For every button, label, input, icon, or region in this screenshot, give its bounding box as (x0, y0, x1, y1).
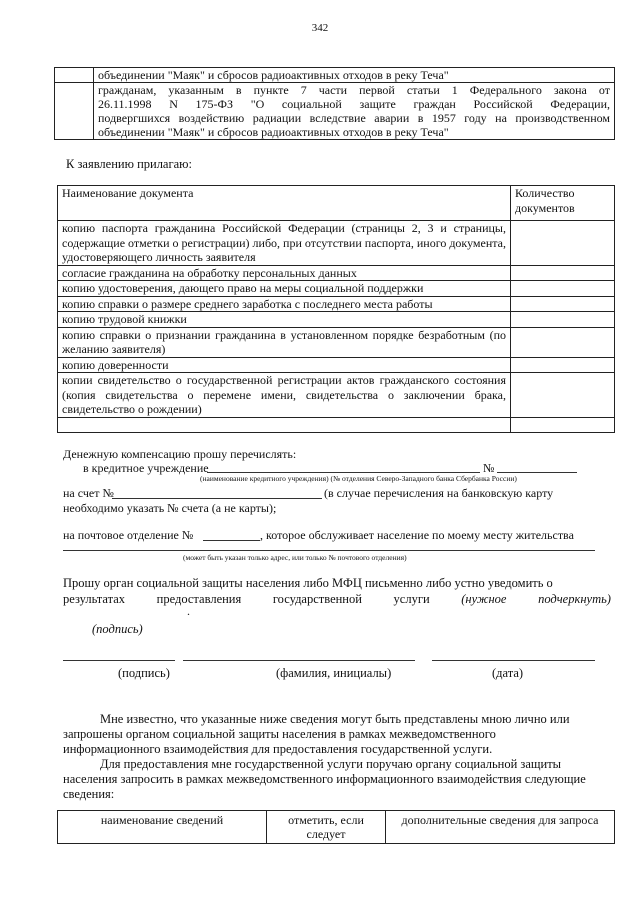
account-note-2: необходимо указать № счета (а не карты); (63, 501, 277, 515)
branch-number-field[interactable] (497, 472, 577, 473)
notify-signature-label: (подпись) (92, 622, 143, 636)
request-table (57, 810, 615, 844)
info-p2-line2: населения запросить в рамках межведомственного информационного взаимодействия следующие (63, 772, 586, 786)
table-row: копию удостоверения, дающего право на меры социальной поддержки (58, 281, 615, 297)
number-sign: № (483, 461, 495, 475)
info-p2-line1: Для предоставления мне государственной услуги поручаю органу социальной защиты (100, 757, 562, 771)
table-row (55, 68, 615, 83)
table-cell: гражданам, указанным в пункте 7 части первой статьи 1 Федерального закона от 26.11.1998 N 175-ФЗ "О социальной защите граждан Российской Федерации, подвергшихся воздействию радиации вследствие аварии в 1957 году на производственном объединении "Маяк" и сбросов радиоактивных отходов в реку Теча" (94, 83, 615, 140)
account-label: на счет № (63, 486, 114, 500)
name-caption: (фамилия, инициалы) (276, 666, 392, 680)
date-field[interactable] (432, 660, 595, 661)
table-row: копию доверенности (58, 357, 615, 373)
post-tail: , которое обслуживает население по моему месту жительства (260, 528, 574, 542)
name-field[interactable] (183, 660, 415, 661)
qty-cell[interactable] (511, 312, 615, 328)
info-p2-line3: сведения: (63, 787, 115, 801)
post-hint: (может быть указан только адрес, или только № почтового отделения) (183, 553, 407, 562)
account-note: (в случае перечисления на банковскую карту (324, 486, 554, 500)
post-office-field[interactable] (203, 540, 260, 541)
info-p1-line2: запрошены органом социальной защиты населения в рамках межведомственного (63, 727, 496, 741)
documents-table (57, 185, 615, 433)
table-header-row (58, 811, 615, 844)
header-additional: дополнительные сведения для запроса (386, 811, 615, 844)
qty-cell[interactable] (511, 373, 615, 418)
notify-line1: Прошу орган социальной защиты населения либо МФЦ письменно либо устно уведомить о (63, 576, 553, 590)
header-info-name: наименование сведений (58, 811, 267, 844)
top-continuation-table (54, 67, 615, 140)
header-name: Наименование документа (58, 186, 511, 221)
table-row: копию трудовой книжки (58, 312, 615, 328)
table-row: копию паспорта гражданина Российской Федерации (страницы 2, 3 и страницы, содержащие отметки о регистрации) либо, при отсутствии паспорта, иного документа, удостоверяющего личность заявителя (58, 221, 615, 266)
table-row: копию справки о признании гражданина в установленном порядке безработным (по желанию заявителя) (58, 327, 615, 357)
notify-dot: . (187, 604, 190, 618)
credit-label: в кредитное учреждение (83, 461, 209, 475)
signature-field[interactable] (63, 660, 175, 661)
table-row: согласие гражданина на обработку персональных данных (58, 265, 615, 281)
page-number: 342 (311, 22, 329, 34)
table-cell: объединении "Маяк" и сбросов радиоактивных отходов в реку Теча" (94, 68, 615, 83)
table-row (55, 83, 615, 140)
info-p1-line3: информационного взаимодействия для предоставления государственной услуги. (63, 742, 493, 756)
header-mark: отметить, если следует (267, 811, 386, 844)
table-header-row (58, 186, 615, 221)
qty-cell[interactable] (511, 417, 615, 432)
credit-institution-field[interactable] (207, 472, 480, 473)
date-caption: (дата) (492, 666, 524, 680)
header-qty: Количество документов (511, 186, 615, 221)
signature-caption: (подпись) (118, 666, 170, 680)
credit-hint: (наименование кредитного учреждения) (№ отделения Северо-Западного банка Сбербанка России) (200, 474, 517, 483)
qty-cell[interactable] (511, 327, 615, 357)
compensation-title: Денежную компенсацию прошу перечислять: (63, 447, 297, 461)
post-label: на почтовое отделение № (63, 528, 194, 542)
table-row: копии свидетельство о государственной регистрации актов гражданского состояния (копия свидетельства о перемене имени, свидетельства о заключении брака, свидетельство о рождении) (58, 373, 615, 418)
attach-label: К заявлению прилагаю: (66, 157, 192, 171)
qty-cell[interactable] (511, 296, 615, 312)
table-row (58, 417, 615, 432)
qty-cell[interactable] (511, 221, 615, 266)
qty-cell[interactable] (511, 357, 615, 373)
post-address-field[interactable] (63, 550, 595, 551)
table-row: копию справки о размере среднего заработка с последнего места работы (58, 296, 615, 312)
account-number-field[interactable] (112, 498, 322, 499)
qty-cell[interactable] (511, 265, 615, 281)
info-p1-line1: Мне известно, что указанные ниже сведения могут быть представлены мною лично или (100, 712, 570, 726)
qty-cell[interactable] (511, 281, 615, 297)
notify-line2: результатах предоставления государственной услуги (нужное подчеркнуть) (63, 592, 611, 606)
